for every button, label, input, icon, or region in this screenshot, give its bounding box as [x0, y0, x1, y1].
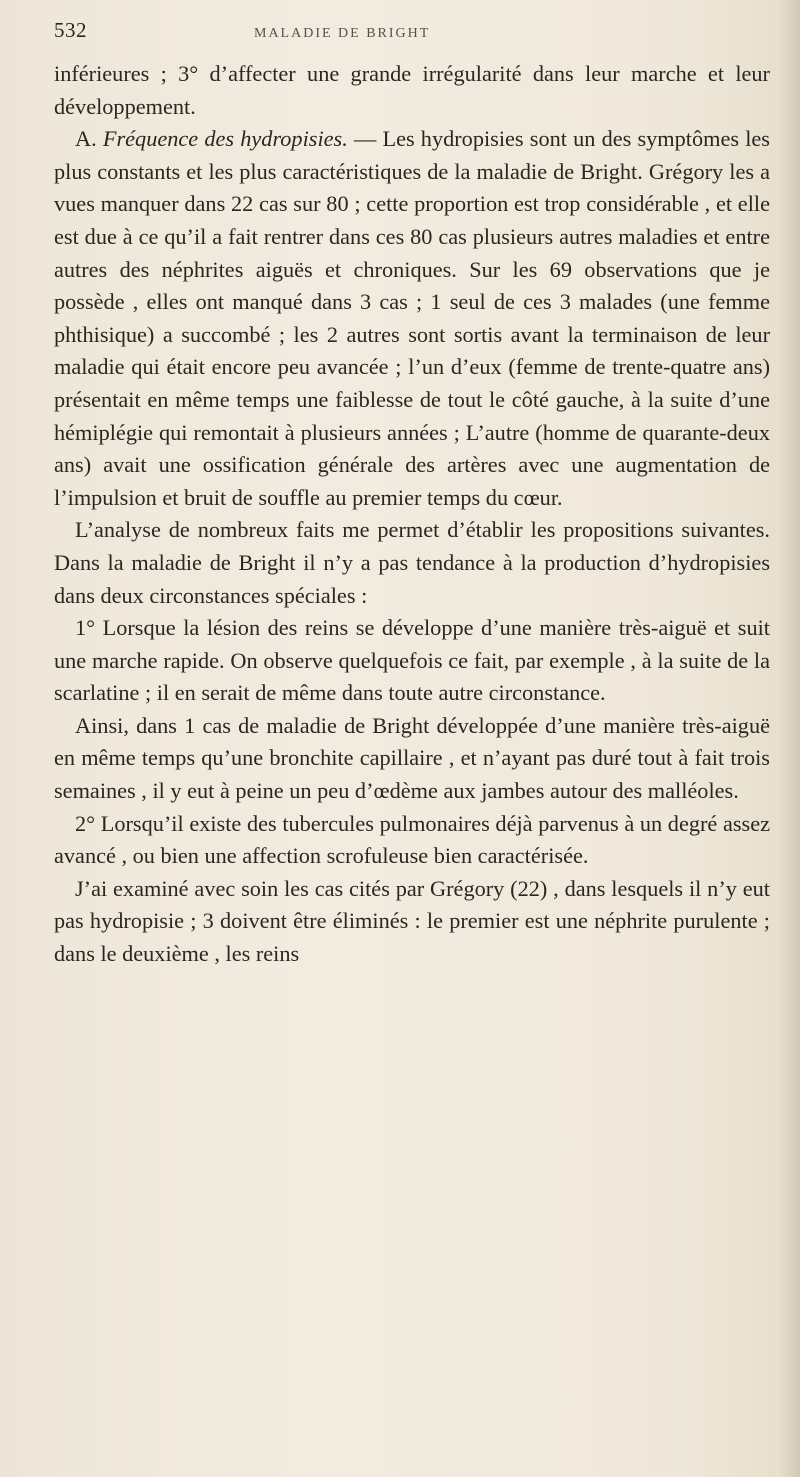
paragraph-1 — [54, 58, 770, 123]
paragraph-7-text: J’ai examiné avec soin les cas cités par Grégory (22) , dans lesquels il n’y eut pas hydropisie ; 3 doivent être éliminés : le premier est une néphrite purulente ; dans le deuxième , les reins — [54, 875, 770, 967]
paragraph-2 — [54, 123, 770, 514]
paragraph-6 — [54, 808, 770, 873]
section-letter: A. — [75, 126, 103, 152]
paragraph-5-text: Ainsi, dans 1 cas de maladie de Bright développée d’une manière très-aiguë en même temps qu’une bronchite capillaire , et n’ayant pas duré tout à fait trois semaines , il y eut à peine un peu d’œdème aux jambes autour des malléoles. — [54, 712, 770, 804]
paragraph-2-text: — Les hydropisies sont un des symptômes les plus constants et les plus caractéristiques de la maladie de Bright. Grégory les a vues manquer dans 22 cas sur 80 ; cette proportion est trop considérable , et elle est due à ce qu’il a fait rentrer dans ces 80 cas plusieurs autres maladies et entre autres des néphrites aiguës et chroniques. Sur les 69 observations que je possède , elles ont manqué dans 3 cas ; 1 seul de ces 3 malades (une femme phthisique) a succombé ; les 2 autres sont sortis avant la terminaison de leur maladie qui était encore peu avancée ; l’un d’eux (femme de trente-quatre ans) présentait en même temps une faiblesse de tout le côté gauche, à la suite d’une hémiplégie qui remontait à plusieurs années ; L’autre (homme de quarante-deux ans) avait une ossification générale des artères avec une augmentation de l’impulsion et bruit de souffle au premier temps du cœur. — [54, 126, 770, 510]
paragraph-4-text: 1° Lorsque la lésion des reins se développe d’une manière très-aiguë et suit une marche rapide. On observe quelquefois ce fait, par exemple , à la suite de la scarlatine ; il en serait de même dans toute autre circonstance. — [54, 615, 770, 706]
page-edge-shadow — [778, 0, 800, 1477]
section-title: Fréquence des hydropisies. — [102, 126, 348, 152]
paragraph-7 — [54, 873, 770, 971]
paragraph-1-text: inférieures ; 3° d’affecter une grande irrégularité dans leur marche et leur développement. — [54, 61, 770, 119]
page-header — [54, 18, 770, 58]
paragraph-5 — [54, 710, 770, 808]
paragraph-4 — [54, 612, 770, 710]
page-number: 532 — [54, 18, 87, 42]
paragraph-3 — [54, 514, 770, 612]
running-head: MALADIE DE BRIGHT — [254, 26, 431, 41]
paragraph-3-text: L’analyse de nombreux faits me permet d’établir les propositions suivantes. Dans la maladie de Bright il n’y a pas tendance à la production d’hydropisies dans deux circonstances spéciales : — [54, 517, 770, 608]
body-text — [54, 58, 770, 971]
paragraph-6-text: 2° Lorsqu’il existe des tubercules pulmonaires déjà parvenus à un degré assez avancé , ou bien une affection scrofuleuse bien caractérisée. — [54, 810, 770, 869]
